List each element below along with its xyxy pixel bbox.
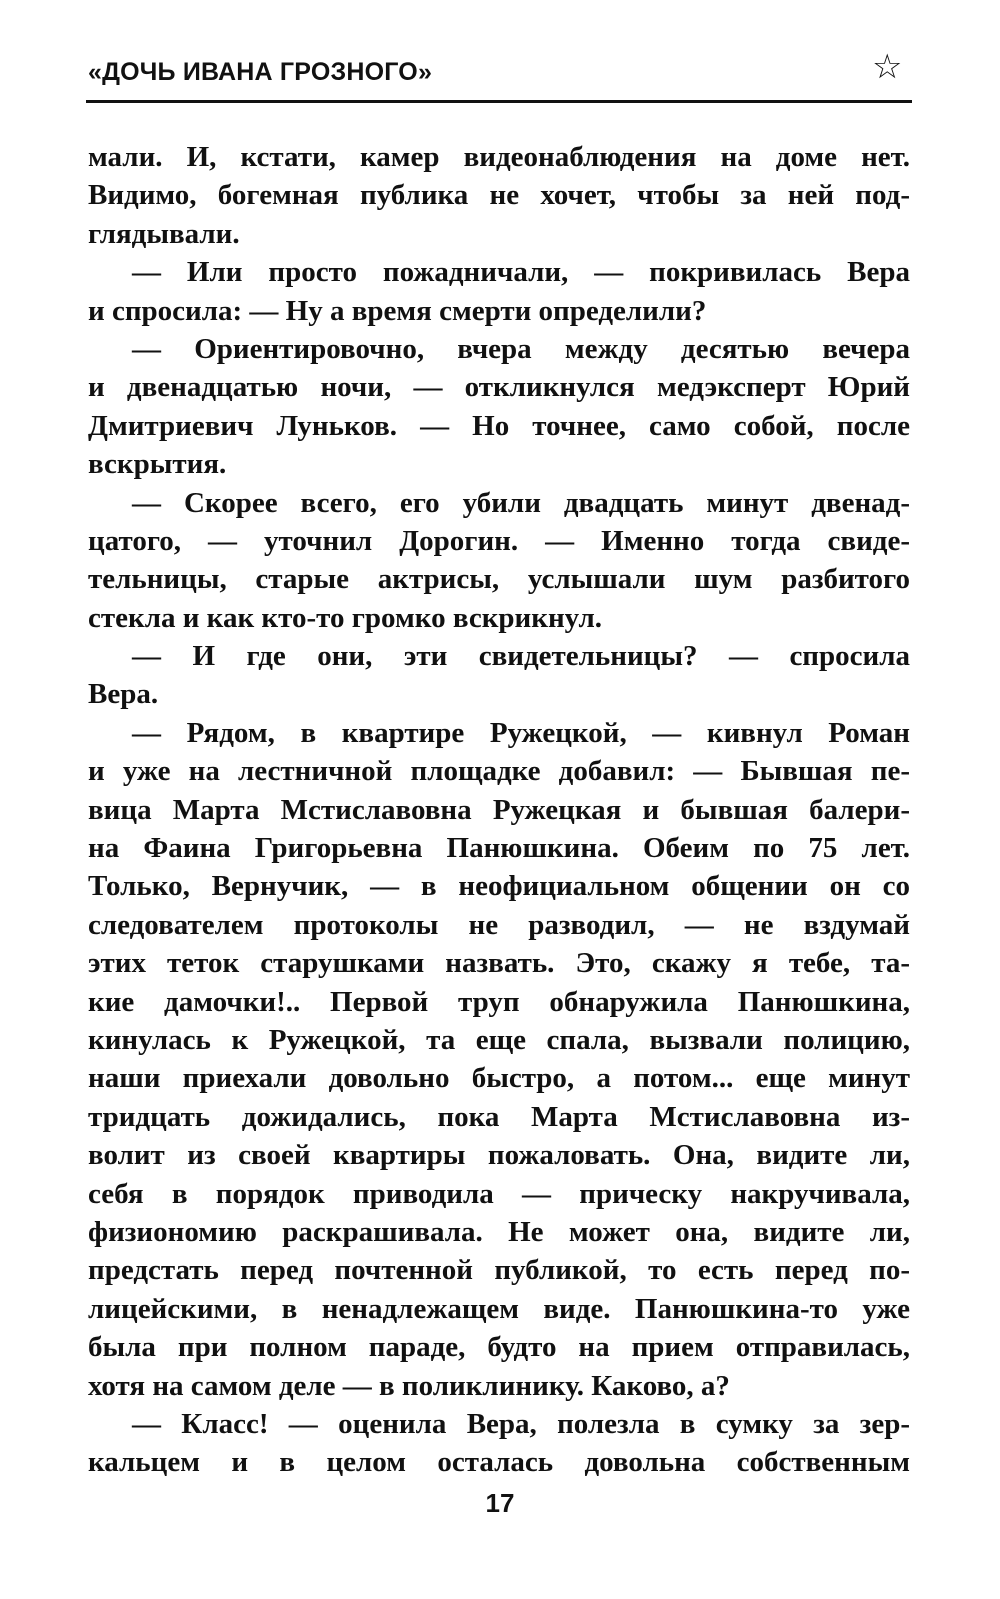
- text-line: Только, Вернучик, — в неофициальном общении он со: [88, 870, 910, 903]
- text-line: — Ориентировочно, вчера между десятью вечера: [132, 332, 910, 365]
- header-rule: [86, 100, 912, 103]
- text-line: себя в порядок приводила — прическу накручивала,: [88, 1177, 910, 1210]
- star-icon: ☆: [872, 47, 903, 87]
- text-line: кинулась к Ружецкой, та еще спала, вызвали полицию,: [88, 1023, 910, 1056]
- text-line: физиономию раскрашивала. Не может она, видите ли,: [88, 1215, 910, 1248]
- text-line: — Рядом, в квартире Ружецкой, — кивнул Роман: [132, 716, 910, 749]
- text-line: тридцать дожидались, пока Марта Мстиславовна из-: [88, 1100, 910, 1133]
- text-line: волит из своей квартиры пожаловать. Она, видите ли,: [88, 1139, 910, 1172]
- text-line: Видимо, богемная публика не хочет, чтобы за ней под-: [88, 179, 910, 212]
- text-line: и двенадцатью ночи, — откликнулся медэксперт Юрий: [88, 371, 910, 404]
- text-line: цатого, — уточнил Дорогин. — Именно тогда свиде-: [88, 524, 910, 557]
- text-line: Дмитриевич Луньков. — Но точнее, само собой, после: [88, 409, 910, 442]
- text-line: на Фаина Григорьевна Панюшкина. Обеим по 75 лет.: [88, 832, 910, 865]
- text-line: глядывали.: [88, 217, 240, 250]
- text-line: этих теток старушками назвать. Это, скажу я тебе, та-: [88, 947, 910, 980]
- page-number: 17: [485, 1488, 515, 1518]
- text-line: Вера.: [88, 678, 159, 711]
- running-header: «ДОЧЬ ИВАНА ГРОЗНОГО»: [88, 58, 433, 86]
- text-line: — Или просто пожадничали, — покривилась Вера: [132, 256, 910, 289]
- text-line: вскрытия.: [88, 448, 227, 481]
- text-line: и уже на лестничной площадке добавил: — Бывшая пе-: [88, 755, 910, 788]
- text-line: стекла и как кто-то громко вскрикнул.: [88, 601, 602, 634]
- text-line: тельницы, старые актрисы, услышали шум разбитого: [88, 563, 910, 596]
- text-line: лицейскими, в ненадлежащем виде. Панюшкина-то уже: [88, 1292, 910, 1325]
- text-line: мали. И, кстати, камер видеонаблюдения на доме нет.: [88, 141, 910, 173]
- page-body: [88, 138, 910, 1482]
- text-line: предстать перед почтенной публикой, то есть перед по-: [88, 1254, 910, 1287]
- text-line: — Скорее всего, его убили двадцать минут двенад-: [132, 486, 910, 519]
- text-line: — Класс! — оценила Вера, полезла в сумку за зер-: [132, 1407, 910, 1440]
- text-line: была при полном параде, будто на прием отправилась,: [88, 1331, 910, 1364]
- text-line: кальцем и в целом осталась довольна собственным: [88, 1446, 910, 1479]
- text-line: следователем протоколы не разводил, — не вздумай: [88, 908, 910, 941]
- text-line: — И где они, эти свидетельницы? — спросила: [132, 640, 910, 673]
- text-line: вица Марта Мстиславовна Ружецкая и бывшая балери-: [88, 793, 910, 826]
- text-line: кие дамочки!.. Первой труп обнаружила Панюшкина,: [88, 985, 910, 1018]
- text-line: и спросила: — Ну а время смерти определили?: [88, 294, 707, 327]
- text-line: наши приехали довольно быстро, а потом... еще минут: [88, 1062, 910, 1095]
- text-line: хотя на самом деле — в поликлинику. Каково, а?: [88, 1369, 730, 1402]
